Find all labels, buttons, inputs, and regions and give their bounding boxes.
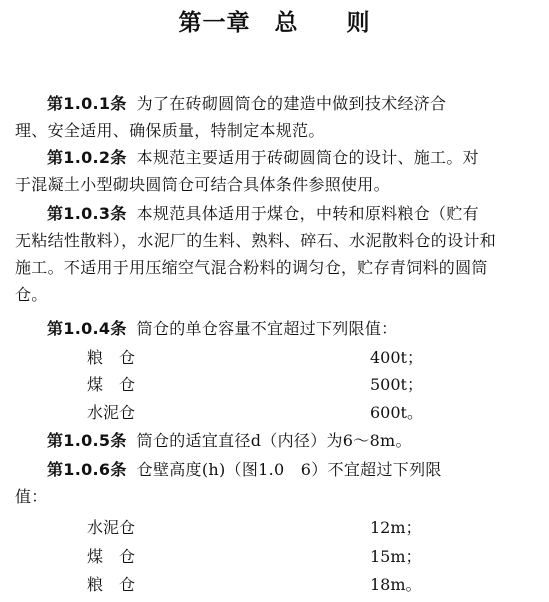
article-text: 仓壁高度(h)（图1.0 6）不宜超过下列限 (136, 460, 442, 479)
article-1-0-3-line-4: 仓。 (15, 285, 48, 304)
limit-item-name: 粮 仓 (87, 575, 136, 594)
article-number: 第1.0.1条 (47, 94, 127, 113)
limit-item-name: 粮 仓 (87, 348, 136, 367)
article-number: 第1.0.6条 (47, 460, 127, 479)
limit-item-value: 600t。 (370, 403, 423, 422)
limit-item-name: 煤 仓 (87, 375, 136, 394)
article-1-0-6-line-2: 值： (15, 487, 48, 506)
article-1-0-4-line-1 (47, 319, 549, 339)
article-text: 筒仓的单仓容量不宜超过下列限值： (136, 319, 398, 338)
article-1-0-3-line-3: 施工。不适用于用压缩空气混合粉料的调匀仓，贮存青饲料的圆筒 (15, 258, 488, 277)
limit-item-value: 18m。 (370, 575, 422, 594)
article-number: 第1.0.5条 (47, 431, 127, 450)
limit-item-value: 500t； (370, 375, 423, 394)
article-1-0-3-line-1 (47, 204, 549, 224)
limit-item-value: 12m； (370, 518, 422, 537)
article-1-0-5-line-1 (47, 431, 549, 451)
article-1-0-1-line-2: 理、安全适用、确保质量，特制定本规范。 (15, 121, 325, 140)
article-number: 第1.0.3条 (47, 204, 127, 223)
limit-item-value: 15m； (370, 547, 422, 566)
article-number: 第1.0.4条 (47, 319, 127, 338)
article-1-0-6-line-1 (47, 460, 549, 480)
article-text: 为了在砖砌圆筒仓的建造中做到技术经济合 (136, 94, 447, 113)
article-number: 第1.0.2条 (47, 148, 127, 167)
article-text: 本规范主要适用于砖砌圆筒仓的设计、施工。对 (136, 148, 479, 167)
chapter-title: 第一章 总 则 (178, 10, 371, 36)
article-text: 筒仓的适宜直径d（内径）为6～8m。 (136, 431, 412, 450)
article-1-0-2-line-1 (47, 148, 549, 168)
limit-item-name: 水泥仓 (87, 403, 136, 422)
article-1-0-3-line-2: 无粘结性散料），水泥厂的生料、熟料、碎石、水泥散料仓的设计和 (15, 231, 497, 250)
article-text: 本规范具体适用于煤仓，中转和原料粮仓（贮有 (136, 204, 479, 223)
article-1-0-2-line-2: 于混凝土小型砌块圆筒仓可结合具体条件参照使用。 (15, 175, 390, 194)
article-1-0-1-line-1 (47, 94, 549, 114)
limit-item-name: 水泥仓 (87, 518, 136, 537)
limit-item-name: 煤 仓 (87, 547, 136, 566)
limit-item-value: 400t； (370, 348, 423, 367)
